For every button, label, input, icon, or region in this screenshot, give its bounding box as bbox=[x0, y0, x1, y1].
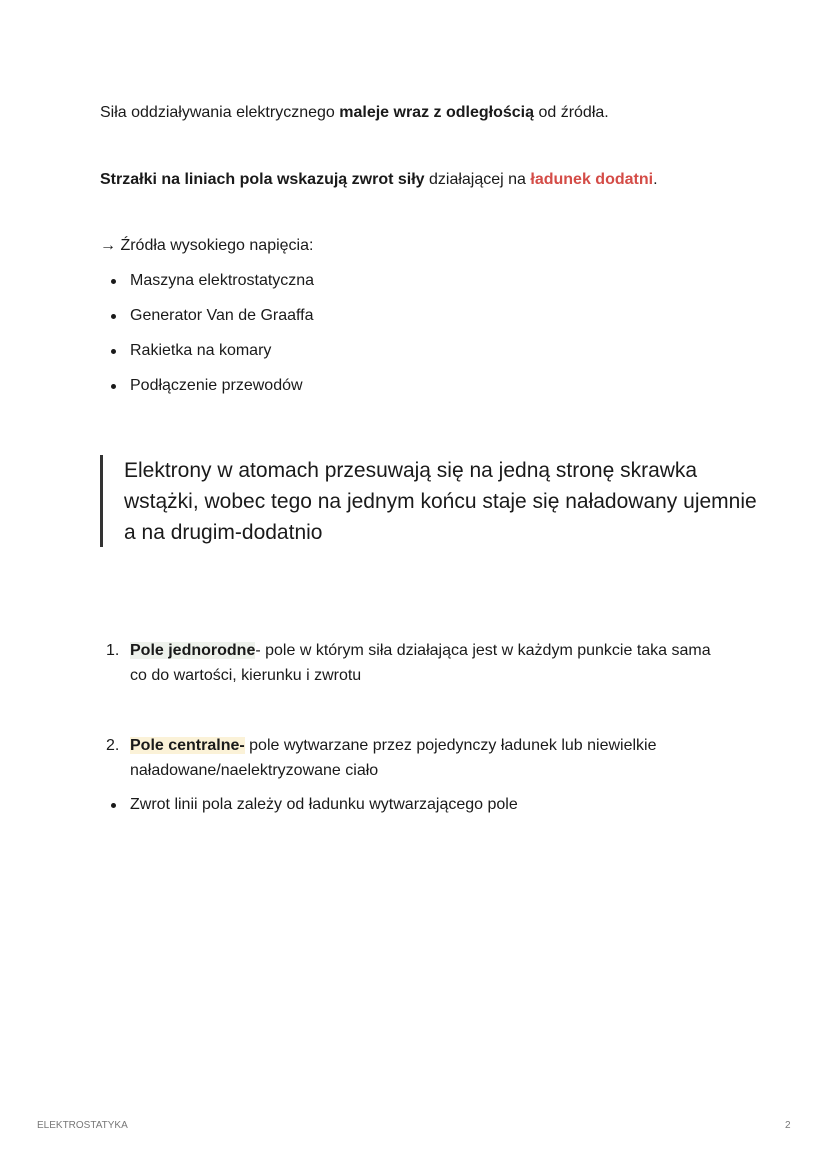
numbered-item bbox=[106, 733, 726, 783]
text: od źródła. bbox=[534, 104, 609, 121]
text: Siła oddziaływania elektrycznego bbox=[100, 104, 340, 121]
paragraph-field-arrows bbox=[100, 170, 658, 190]
footer-title: ELEKTROSTATYKA bbox=[37, 1120, 128, 1131]
text: pole wytwarzane przez pojedynczy ładunek lub niewielkie naładowane/naelektryzowane ciało bbox=[130, 737, 657, 779]
red-text: ładunek dodatni bbox=[530, 171, 654, 188]
text: - bbox=[255, 642, 261, 659]
quote-block: Elektrony w atomach przesuwają się na jedną stronę skrawka wstążki, wobec tego na jednym końcu staje się naładowany ujemnie a na drugim-dodatnio bbox=[100, 455, 764, 547]
text: . bbox=[653, 171, 658, 188]
paragraph-force-distance bbox=[100, 103, 609, 123]
bold-text: Strzałki na liniach pola wskazują zwrot siły bbox=[100, 171, 425, 188]
list-item: Generator Van de Graaffa bbox=[100, 305, 314, 340]
bold-text: maleje wraz z odległością bbox=[339, 104, 534, 121]
sources-heading: → Źródła wysokiego napięcia: bbox=[100, 237, 314, 254]
page-number: 2 bbox=[785, 1120, 791, 1131]
list-item: Maszyna elektrostatyczna bbox=[100, 270, 314, 305]
list-item: Rakietka na komary bbox=[100, 340, 314, 375]
text: pole w którym siła działająca jest w każdym punkcie taka sama co do wartości, kierunku i zwrotu bbox=[130, 642, 711, 684]
bullet-list bbox=[100, 794, 518, 829]
list-item: Podłączenie przewodów bbox=[100, 375, 314, 410]
item-number: 1. bbox=[106, 642, 120, 659]
highlighted-term: Pole centralne- bbox=[130, 737, 245, 754]
sources-list bbox=[100, 270, 314, 410]
list-item: Zwrot linii pola zależy od ładunku wytwarzającego pole bbox=[100, 794, 518, 829]
item-number: 2. bbox=[106, 737, 120, 754]
highlighted-term: Pole jednorodne bbox=[130, 642, 256, 659]
text: działającej na bbox=[424, 171, 531, 188]
numbered-item bbox=[106, 638, 726, 688]
